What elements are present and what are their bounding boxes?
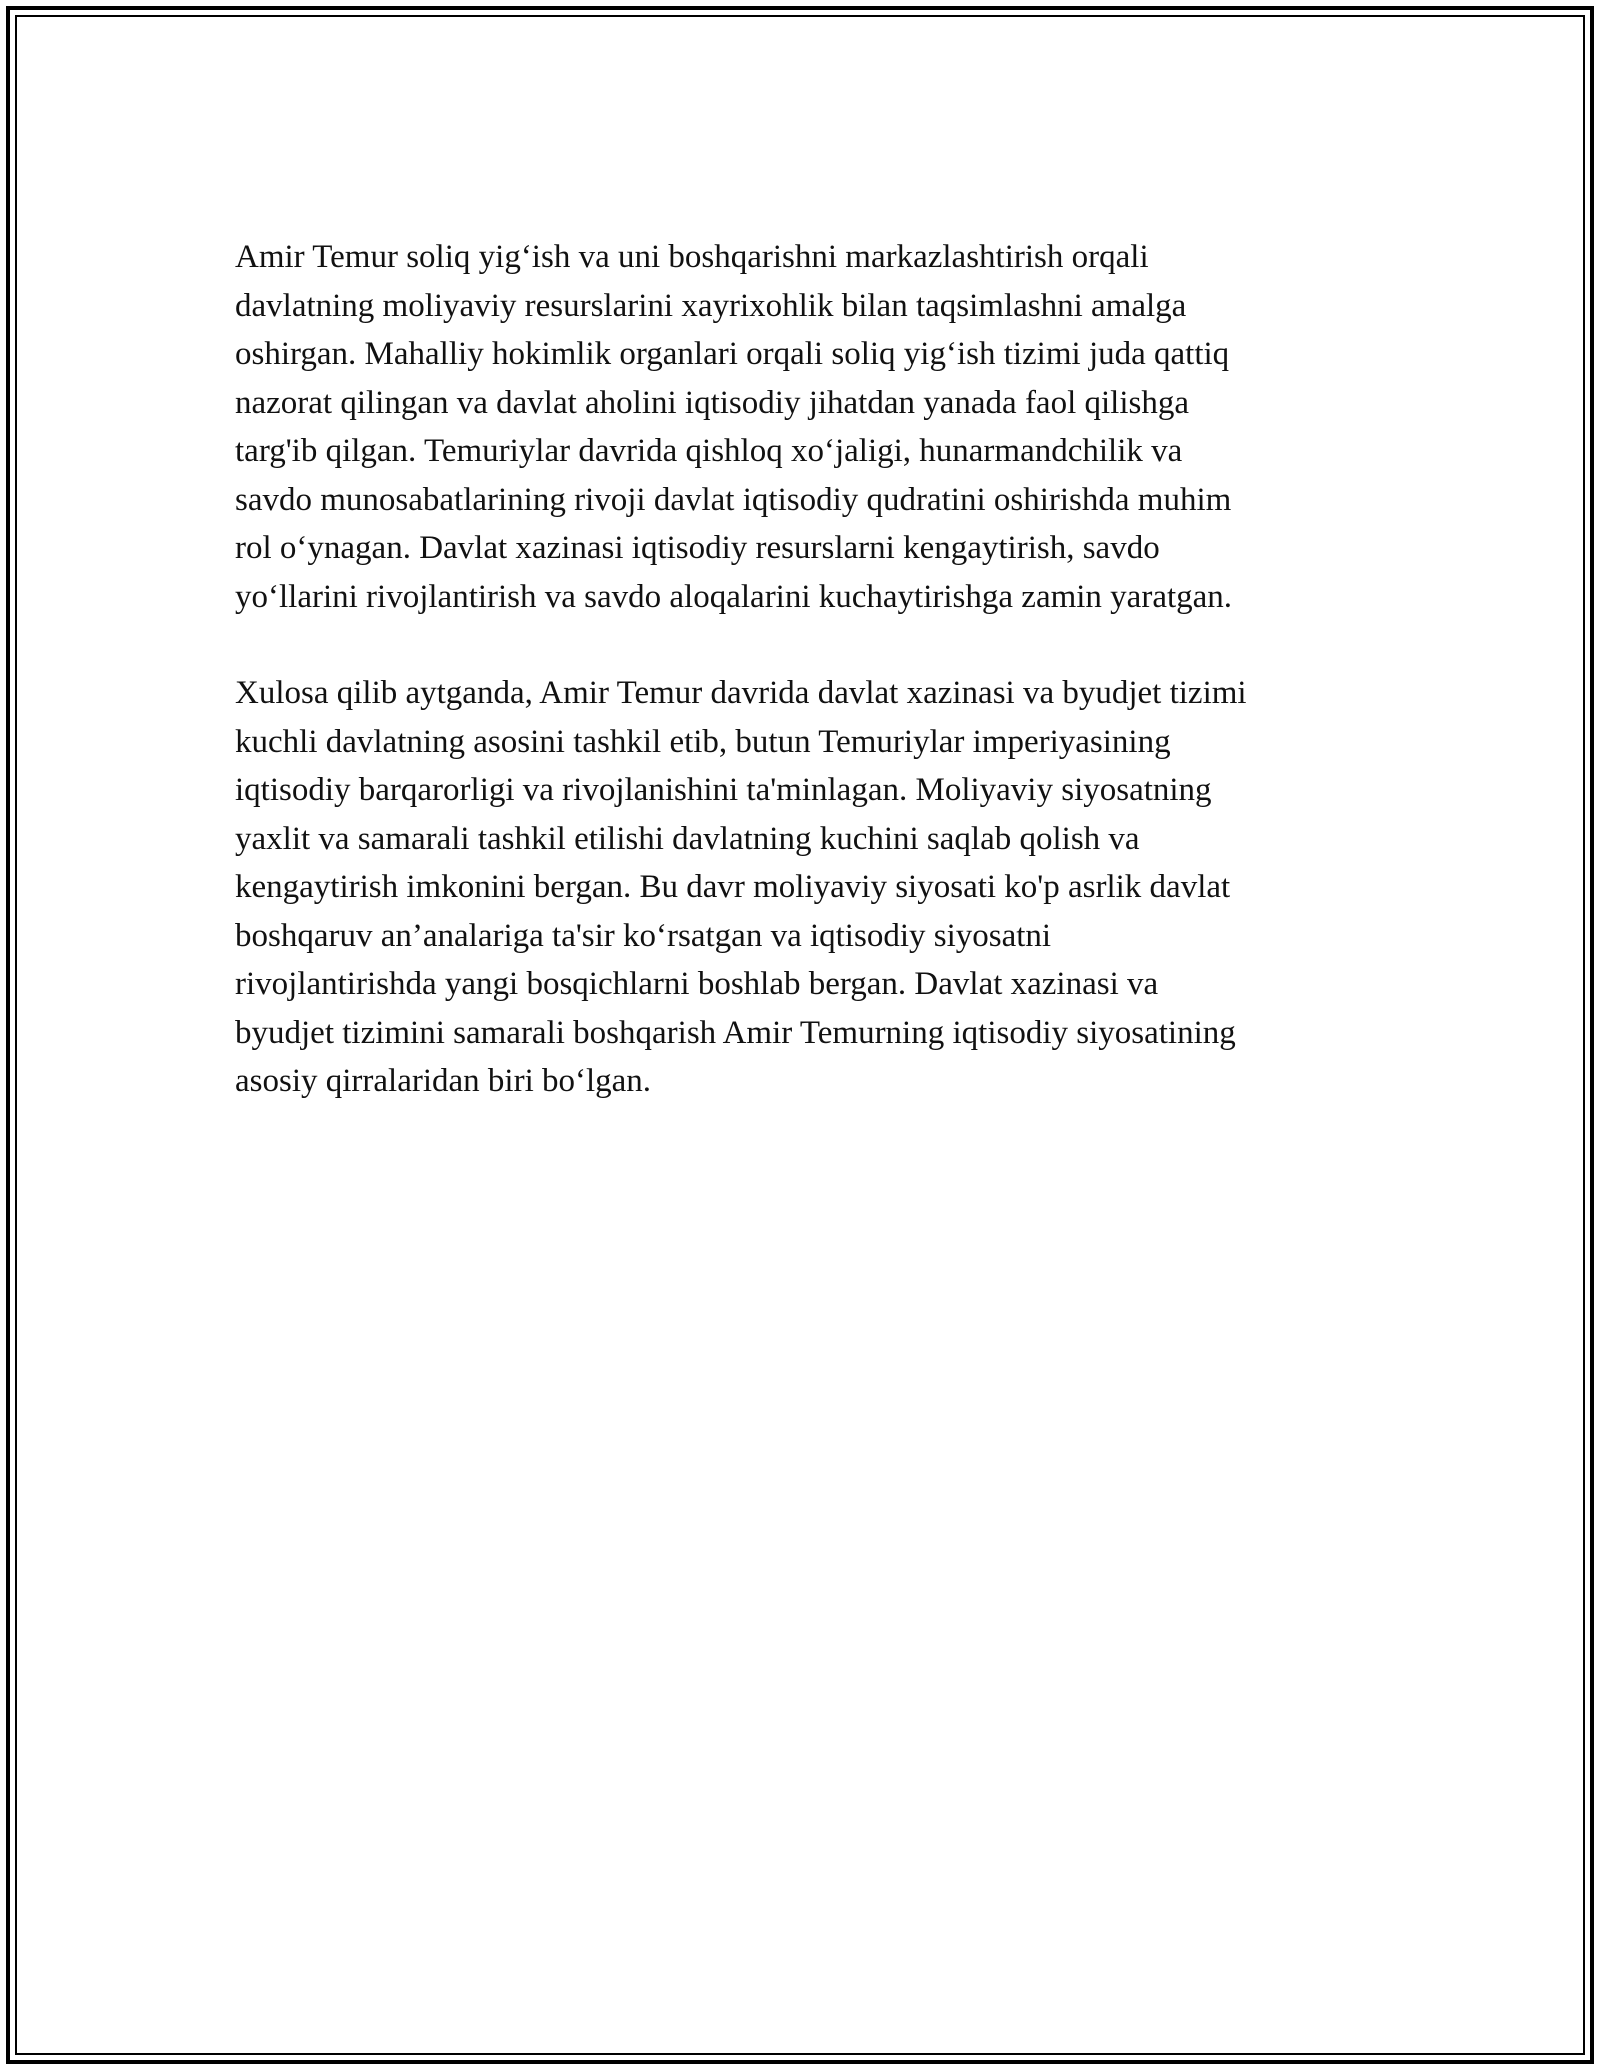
paragraph-1: Amir Temur soliq yig‘ish va uni boshqarishni markazlashtirish orqali davlatning moliyaviy resurslarini xayrixohlik bilan taqsimlashni amalga oshirgan. Mahalliy hokimlik organlari orqali soliq yig‘ish tizimi juda qattiq nazorat qilingan va davlat aholini iqtisodiy jihatdan yanada faol qilishga targ'ib qilgan. Temuriylar davrida qishloq xo‘jaligi, hunarmandchilik va savdo munosabatlarining rivoji davlat iqtisodiy qudratini oshirishda muhim rol o‘ynagan. Davlat xazinasi iqtisodiy resurslarni kengaytirish, savdo yo‘llarini rivojlantirish va savdo aloqalarini kuchaytirishga zamin yaratgan. [235,239,1233,615]
paragraph-2: Xulosa qilib aytganda, Amir Temur davrida davlat xazinasi va byudjet tizimi kuchli davlatning asosini tashkil etib, butun Temuriylar imperiyasining iqtisodiy barqarorligi va rivojlanishini ta'minlagan. Moliyaviy siyosatning yaxlit va samarali tashkil etilishi davlatning kuchini saqlab qolish va kengaytirish imkonini bergan. Bu davr moliyaviy siyosati ko'p asrlik davlat boshqaruv an’analariga ta'sir ko‘rsatgan va iqtisodiy siyosatni rivojlantirishda yangi bosqichlarni boshlab bergan. Davlat xazinasi va byudjet tizimini samarali boshqarish Amir Temurning iqtisodiy siyosatining asosiy qirralaridan biri bo‘lgan. [235,675,1247,1099]
document-body [235,233,1375,1154]
